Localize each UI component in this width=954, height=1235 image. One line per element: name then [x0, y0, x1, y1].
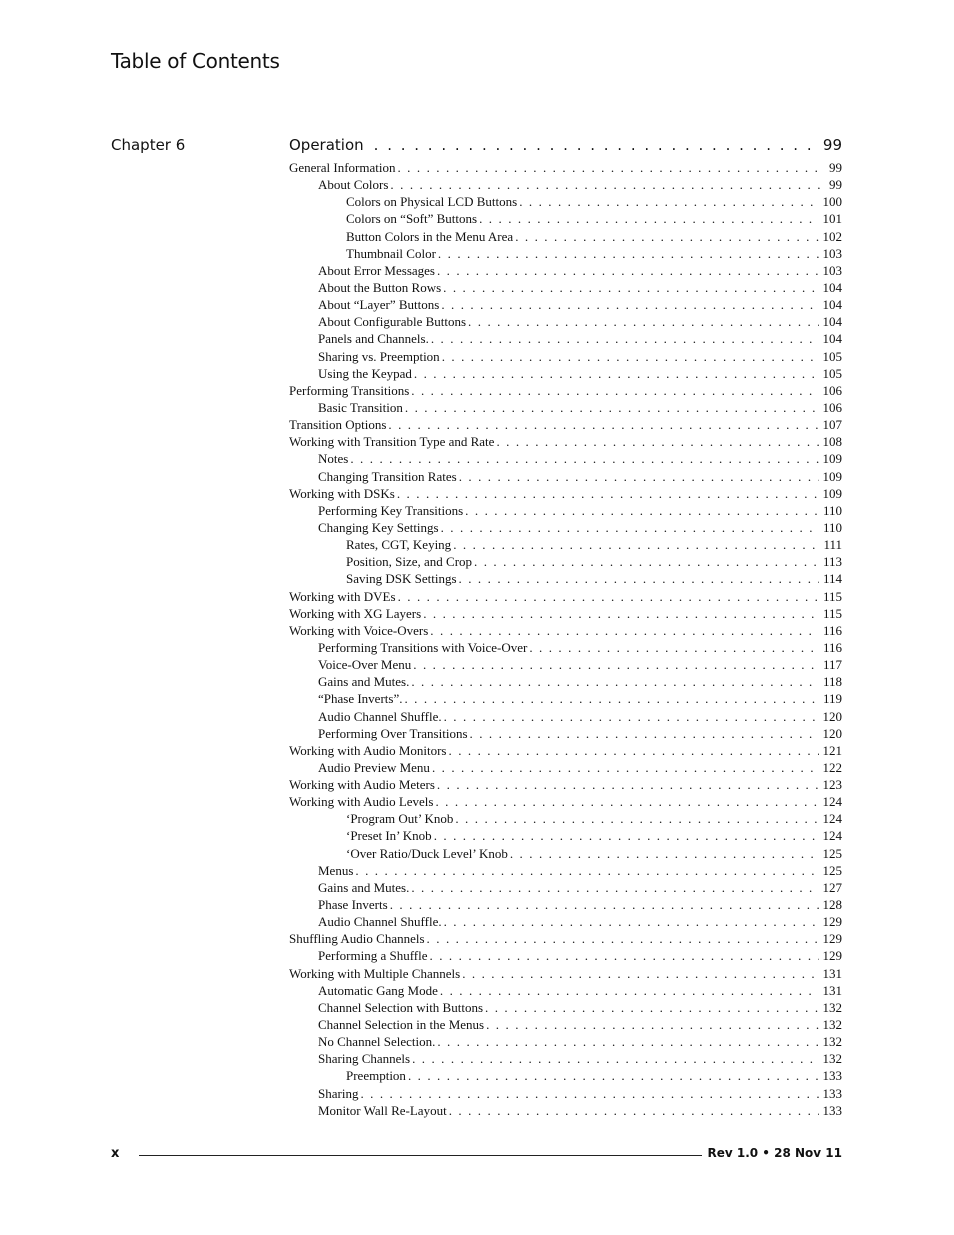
- dot-leader: [485, 1000, 818, 1016]
- toc-entry-page-number: 115: [822, 588, 842, 604]
- toc-entry-page-number: 106: [822, 399, 842, 415]
- toc-entry-title: No Channel Selection.: [318, 1034, 436, 1050]
- dot-leader: [470, 726, 819, 742]
- toc-entry[interactable]: [289, 554, 842, 571]
- toc-entry-title: “Phase Inverts”.: [318, 691, 403, 707]
- toc-entry-page-number: 110: [822, 502, 842, 518]
- toc-entry-page-number: 106: [822, 382, 842, 398]
- page-title: Table of Contents: [111, 49, 280, 73]
- dot-leader: [437, 263, 819, 279]
- dot-leader: [414, 366, 819, 382]
- dot-leader: [412, 1051, 818, 1067]
- toc-entry-title: Channel Selection in the Menus: [318, 1017, 485, 1033]
- toc-entry-page-number: 132: [822, 1051, 842, 1067]
- chapter-title: Operation: [289, 136, 364, 154]
- toc-entry-title: Working with Audio Meters: [289, 777, 435, 793]
- toc-entry-title: About Error Messages: [318, 262, 435, 278]
- dot-leader: [427, 931, 819, 947]
- toc-entry-page-number: 129: [822, 948, 842, 964]
- toc-entry[interactable]: [289, 863, 842, 880]
- dot-leader: [529, 640, 819, 656]
- toc-entry-page-number: 105: [822, 348, 842, 364]
- toc-entry[interactable]: [289, 1086, 842, 1103]
- toc-entry-title: Sharing Channels: [318, 1051, 411, 1067]
- toc-entry[interactable]: [289, 486, 842, 503]
- toc-entry-page-number: 133: [822, 1102, 842, 1118]
- dot-leader: [443, 280, 818, 296]
- toc-entry-title: Performing Transitions: [289, 382, 410, 398]
- toc-entry-page-number: 119: [822, 691, 842, 707]
- dot-leader: [442, 349, 819, 365]
- dot-leader: [519, 194, 818, 210]
- dot-leader: [405, 400, 819, 416]
- dot-leader: [449, 1103, 819, 1119]
- toc-entry-title: Working with Audio Monitors: [289, 742, 447, 758]
- toc-entry-page-number: 123: [822, 777, 842, 793]
- toc-entry[interactable]: [289, 897, 842, 914]
- toc-entry-page-number: 104: [822, 297, 842, 313]
- dot-leader: [404, 691, 819, 707]
- toc-entry[interactable]: [289, 674, 842, 691]
- toc-entry-page-number: 127: [822, 879, 842, 895]
- dot-leader: [411, 383, 818, 399]
- dot-leader: [435, 794, 818, 810]
- toc-entry-title: Working with DSKs: [289, 485, 395, 501]
- toc-entry-title: ‘Over Ratio/Duck Level’ Knob: [346, 845, 508, 861]
- toc-entry[interactable]: [289, 623, 842, 640]
- toc-entry-page-number: 109: [822, 485, 842, 501]
- toc-entry[interactable]: [289, 263, 842, 280]
- dot-leader: [479, 211, 818, 227]
- dot-leader: [437, 777, 819, 793]
- dot-leader: [453, 537, 819, 553]
- toc-entry-title: Notes: [318, 451, 349, 467]
- dot-leader: [510, 846, 819, 862]
- toc-entry-title: Performing Key Transitions: [318, 502, 464, 518]
- toc-entry-page-number: 109: [822, 451, 842, 467]
- toc-entry-title: Rates, CGT, Keying: [346, 537, 452, 553]
- toc-entry[interactable]: [289, 297, 842, 314]
- toc-entry-page-number: 104: [822, 331, 842, 347]
- toc-entry-title: ‘Program Out’ Knob: [346, 811, 454, 827]
- toc-entry[interactable]: [289, 177, 842, 194]
- toc-entry-title: Transition Options: [289, 417, 387, 433]
- toc-entry-page-number: 111: [823, 537, 842, 553]
- toc-entry-title: Working with Voice-Overs: [289, 622, 429, 638]
- toc-entry-title: ‘Preset In’ Knob: [346, 828, 432, 844]
- toc-entry[interactable]: [289, 469, 842, 486]
- dot-leader: [462, 966, 818, 982]
- toc-entry[interactable]: [289, 640, 842, 657]
- toc-entry-page-number: 124: [822, 794, 842, 810]
- toc-entry[interactable]: [289, 966, 842, 983]
- dot-leader: [374, 136, 819, 154]
- toc-entry-page-number: 121: [822, 742, 842, 758]
- dot-leader: [434, 828, 819, 844]
- toc-entry[interactable]: [289, 434, 842, 451]
- toc-entry-title: Basic Transition: [318, 399, 403, 415]
- dot-leader: [390, 897, 819, 913]
- toc-entry[interactable]: [289, 931, 842, 948]
- toc-entry[interactable]: [289, 914, 842, 931]
- toc-entry[interactable]: [289, 606, 842, 623]
- toc-entry-page-number: 107: [822, 417, 842, 433]
- toc-entry-page-number: 104: [822, 279, 842, 295]
- toc-entry[interactable]: [289, 983, 842, 1000]
- toc-entry[interactable]: [289, 709, 842, 726]
- toc-entry[interactable]: [289, 194, 842, 211]
- toc-entry-title: Changing Key Settings: [318, 519, 439, 535]
- dot-leader: [397, 160, 825, 176]
- toc-entry[interactable]: [289, 846, 842, 863]
- toc-entry-title: Changing Transition Rates: [318, 468, 457, 484]
- dot-leader: [360, 1086, 818, 1102]
- toc-entry-title: Position, Size, and Crop: [346, 554, 473, 570]
- toc-entry-page-number: 132: [822, 999, 842, 1015]
- toc-entry[interactable]: [289, 828, 842, 845]
- dot-leader: [413, 657, 819, 673]
- toc-entry-title: Sharing vs. Preemption: [318, 348, 440, 364]
- toc-entry[interactable]: [289, 1017, 842, 1034]
- toc-entry-page-number: 103: [822, 262, 842, 278]
- toc-entry[interactable]: [289, 726, 842, 743]
- dot-leader: [455, 811, 818, 827]
- toc-entry[interactable]: [289, 760, 842, 777]
- toc-entry-page-number: 116: [822, 639, 842, 655]
- chapter-page-number: 99: [822, 136, 842, 154]
- toc-entry-page-number: 131: [822, 982, 842, 998]
- toc-entry-title: Audio Channel Shuffle.: [318, 914, 442, 930]
- dot-leader: [432, 760, 819, 776]
- toc-entry-title: Voice-Over Menu: [318, 657, 412, 673]
- toc-entry-title: Working with DVEs: [289, 588, 396, 604]
- toc-entry-page-number: 103: [822, 245, 842, 261]
- dot-leader: [515, 229, 818, 245]
- toc-entry-title: Shuffling Audio Channels: [289, 931, 425, 947]
- toc-entry-page-number: 132: [822, 1017, 842, 1033]
- footer-page-number: x: [111, 1146, 120, 1161]
- toc-entry[interactable]: [289, 503, 842, 520]
- toc-entry-page-number: 131: [822, 965, 842, 981]
- dot-leader: [441, 520, 819, 536]
- toc-entry[interactable]: [289, 1103, 842, 1120]
- toc-entry-page-number: 100: [822, 194, 842, 210]
- toc-entry-page-number: 129: [822, 914, 842, 930]
- toc-entry-page-number: 125: [822, 862, 842, 878]
- dot-leader: [430, 948, 819, 964]
- toc-entry[interactable]: [289, 160, 842, 177]
- toc-entry[interactable]: [289, 743, 842, 760]
- dot-leader: [465, 503, 819, 519]
- toc-entry[interactable]: [289, 1000, 842, 1017]
- toc-entry[interactable]: [289, 811, 842, 828]
- toc-entry-title: Performing Transitions with Voice-Over: [318, 639, 528, 655]
- dot-leader: [444, 914, 819, 930]
- toc-entry-page-number: 108: [822, 434, 842, 450]
- toc-entry-title: Audio Channel Shuffle.: [318, 708, 442, 724]
- toc-entry-page-number: 104: [822, 314, 842, 330]
- toc-entry-page-number: 133: [822, 1085, 842, 1101]
- toc-entry-title: About Colors: [318, 177, 389, 193]
- dot-leader: [390, 177, 825, 193]
- dot-leader: [408, 1068, 819, 1084]
- toc-entry[interactable]: [289, 948, 842, 965]
- toc-entry-page-number: 115: [822, 605, 842, 621]
- dot-leader: [449, 743, 819, 759]
- toc-entry[interactable]: [289, 246, 842, 263]
- toc-entry-page-number: 109: [822, 468, 842, 484]
- toc-entry[interactable]: [289, 366, 842, 383]
- toc-entry-title: Gains and Mutes.: [318, 879, 410, 895]
- toc-entry[interactable]: [289, 571, 842, 588]
- dot-leader: [411, 880, 818, 896]
- toc-entry[interactable]: [289, 537, 842, 554]
- dot-leader: [444, 709, 819, 725]
- toc-entry-page-number: 133: [822, 1068, 842, 1084]
- footer-rule: [139, 1155, 702, 1156]
- dot-leader: [397, 486, 819, 502]
- toc-entry[interactable]: [289, 400, 842, 417]
- toc-entry-page-number: 105: [822, 365, 842, 381]
- toc-entry-title: Thumbnail Color: [346, 245, 436, 261]
- toc-entry-page-number: 99: [829, 160, 842, 175]
- toc-entry-title: Working with Multiple Channels: [289, 965, 461, 981]
- toc-entry-page-number: 132: [822, 1034, 842, 1050]
- toc-entry-page-number: 113: [822, 554, 842, 570]
- toc-entry[interactable]: [289, 777, 842, 794]
- toc-entry[interactable]: [289, 211, 842, 228]
- dot-leader: [459, 571, 819, 587]
- dot-leader: [496, 434, 818, 450]
- toc-entry-page-number: 124: [822, 828, 842, 844]
- toc-entry[interactable]: [289, 657, 842, 674]
- toc-entry-page-number: 114: [822, 571, 842, 587]
- toc-entry-page-number: 120: [822, 708, 842, 724]
- dot-leader: [474, 554, 819, 570]
- toc-entry-title: Performing a Shuffle: [318, 948, 428, 964]
- toc-entry-title: Performing Over Transitions: [318, 725, 468, 741]
- dot-leader: [441, 297, 818, 313]
- toc-entry-title: Sharing: [318, 1085, 359, 1101]
- toc-entry-page-number: 122: [822, 759, 842, 775]
- toc-entry-title: Preemption: [346, 1068, 406, 1084]
- toc-entry-page-number: 118: [822, 674, 842, 690]
- dot-leader: [423, 606, 819, 622]
- dot-leader: [430, 623, 819, 639]
- toc-entry[interactable]: [289, 229, 842, 246]
- dot-leader: [411, 674, 819, 690]
- toc-entry-title: About the Button Rows: [318, 279, 442, 295]
- dot-leader: [355, 863, 818, 879]
- toc-entry-title: Channel Selection with Buttons: [318, 999, 484, 1015]
- toc-entry[interactable]: [289, 280, 842, 297]
- dot-leader: [431, 331, 819, 347]
- toc-entry-title: General Information: [289, 160, 396, 175]
- toc-entry-title: Colors on Physical LCD Buttons: [346, 194, 518, 210]
- toc-entry-title: Colors on “Soft” Buttons: [346, 211, 478, 227]
- toc-entry[interactable]: [289, 794, 842, 811]
- dot-leader: [388, 417, 818, 433]
- toc-entry[interactable]: [289, 417, 842, 434]
- toc-entry[interactable]: [289, 451, 842, 468]
- dot-leader: [440, 983, 819, 999]
- toc-entry-page-number: 99: [829, 177, 842, 193]
- toc-entry[interactable]: [289, 880, 842, 897]
- chapter-heading[interactable]: [289, 136, 842, 154]
- dot-leader: [437, 1034, 818, 1050]
- toc-entry-page-number: 129: [822, 931, 842, 947]
- toc-entry-title: Phase Inverts: [318, 897, 388, 913]
- toc-entry-title: Panels and Channels.: [318, 331, 429, 347]
- toc-entry-title: Working with Transition Type and Rate: [289, 434, 495, 450]
- toc-entry-title: Automatic Gang Mode: [318, 982, 438, 998]
- toc-entry-title: Saving DSK Settings: [346, 571, 457, 587]
- toc-entry[interactable]: [289, 1068, 842, 1085]
- toc-entry[interactable]: [289, 331, 842, 348]
- toc-entry-title: Button Colors in the Menu Area: [346, 228, 514, 244]
- toc-entry-page-number: 125: [822, 845, 842, 861]
- toc-entry-page-number: 102: [822, 228, 842, 244]
- dot-leader: [459, 469, 819, 485]
- toc-entry-page-number: 124: [822, 811, 842, 827]
- dot-leader: [398, 589, 819, 605]
- toc-entry[interactable]: [289, 349, 842, 366]
- toc-entry-title: Using the Keypad: [318, 365, 412, 381]
- chapter-label: Chapter 6: [111, 136, 186, 154]
- dot-leader: [350, 451, 818, 467]
- toc-entry-title: Audio Preview Menu: [318, 759, 430, 775]
- toc-entry-page-number: 128: [822, 897, 842, 913]
- toc-entry-title: Working with Audio Levels: [289, 794, 434, 810]
- toc-entry-page-number: 117: [822, 657, 842, 673]
- dot-leader: [468, 314, 818, 330]
- toc-entry-page-number: 116: [822, 622, 842, 638]
- footer-revision: Rev 1.0 • 28 Nov 11: [707, 1146, 842, 1160]
- toc-entry-page-number: 120: [822, 725, 842, 741]
- toc-entry-title: Monitor Wall Re-Layout: [318, 1102, 447, 1118]
- dot-leader: [438, 246, 819, 262]
- toc-entry[interactable]: [289, 383, 842, 400]
- toc-entry[interactable]: [289, 1051, 842, 1068]
- toc-entry[interactable]: [289, 314, 842, 331]
- toc-entry[interactable]: [289, 1034, 842, 1051]
- toc-entry-page-number: 110: [822, 519, 842, 535]
- toc-entry-list: [289, 160, 842, 1120]
- toc-entry-title: Working with XG Layers: [289, 605, 422, 621]
- toc-entry[interactable]: [289, 589, 842, 606]
- toc-entry[interactable]: [289, 691, 842, 708]
- dot-leader: [486, 1017, 818, 1033]
- toc-entry-title: About “Layer” Buttons: [318, 297, 440, 313]
- toc-entry-title: Menus: [318, 862, 354, 878]
- toc-entry-page-number: 101: [822, 211, 842, 227]
- toc-entry-title: About Configurable Buttons: [318, 314, 467, 330]
- toc-entry-title: Gains and Mutes.: [318, 674, 410, 690]
- toc-entry[interactable]: [289, 520, 842, 537]
